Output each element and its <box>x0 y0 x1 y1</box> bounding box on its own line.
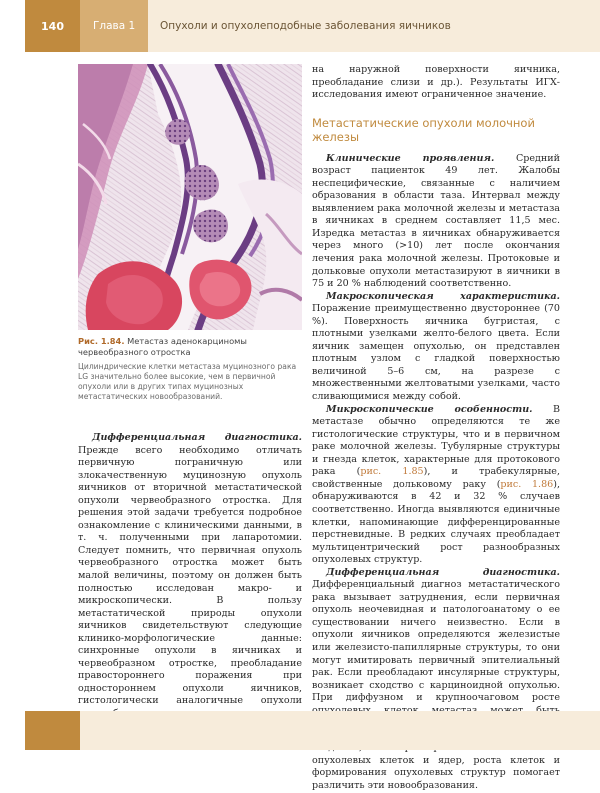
page-header <box>0 0 600 52</box>
paragraph-text: В метастазе обычно определяются те же гистологические структуры, что и в первичном раке молочной железы. Тубулярные структуры и гнезда клеток, характерные для протокового рака ( <box>312 403 560 478</box>
paragraph <box>312 567 560 793</box>
section-title: Метастатические опухоли молочной железы <box>312 115 535 144</box>
right-text-column <box>312 64 560 793</box>
paragraph <box>312 153 560 291</box>
paragraph-text: Поражение преимущественно двустороннее (70 %). Поверхность яичника бугристая, с плотными узелками желто-белого цвета. Если яичник замещен опухолью, он представлен плотным узлом с гладкой поверхностью величиной 5–6 см, на разрезе с множественными желтоватыми узелками, часто сливающимися между собой. <box>312 303 560 403</box>
running-title: Опухоли и опухолеподобные заболевания яичников <box>148 0 600 52</box>
footer-accent-block <box>25 711 80 750</box>
paragraph <box>312 404 560 567</box>
paragraph-text: Средний возраст пациенток 49 лет. Жалобы неспецифические, связанные с наличием образования в области таза. Интервал между выявлением рака молочной железы и метастаза в яичниках в среднем составляет 11,5 мес. Изредка метастаз в яичниках обнаруживается через много (>10) лет после окончания лечения рака молочной железы. Протоковые и дольковые опухоли метастазируют в яичники в 75 и 20 % наблюдений соответственно. <box>312 152 560 290</box>
paragraph <box>312 291 560 404</box>
figure-description: Цилиндрические клетки метастаза муцинозного рака LG значительно более высокие, чем в первичной опухоли или в других типах муцинозных метастатических новообразований. <box>78 362 297 401</box>
chapter-label: Глава 1 <box>80 0 148 52</box>
paragraph-text: ), и трабекулярные, свойственные дольковому раку ( <box>312 466 560 490</box>
paragraph-term: Дифференциальная диагностика. <box>92 432 302 443</box>
paragraph-text: Прежде всего необходимо отличать первичную пограничную или злокачественную муцинозную опухоль яичников от вторичной метастатической опухоли червеобразного отростка. Для решения этой задачи требуется подробное ознакомление с клиническими данными, в т. ч. полученными при лапаротомии. Следует помнить, что первичная опухоль червеобразного отростка может быть малой величины, поэтому он должен быть полностью исследован макро- и микроскопически. В пользу метастатической природы опухоли яичников свидетельствуют следующие клинико-морфологические данные: синхронные опухоли в яичниках и червеобразном отростке, преобладание правостороннего поражения при одностороннем опухоли яичников, гистологически аналогичные опухоли <box>78 444 302 707</box>
figure-title: Метастаз аденокарциномы червеобразного отростка <box>78 336 247 357</box>
figure-caption-title <box>78 336 306 358</box>
footer-bar <box>80 711 600 750</box>
paragraph-term: Дифференциальная диагностика. <box>326 566 560 578</box>
paragraph-text: ), обнаруживаются в 42 и 32 % случаев соответственно. Иногда выявляются единичные клетки, напоминающие дифференцированные перстневидные. В редких случаях преобладает мультицентрический рост разнообразных опухолевых структур. <box>312 478 560 566</box>
paragraph-term: Клинические проявления. <box>326 152 495 164</box>
histology-image <box>78 64 302 330</box>
paragraph-term: Микроскопические особенности. <box>326 403 533 415</box>
figure-number: Рис. 1.84. <box>78 336 125 346</box>
paragraph: на наружной поверхности яичника, преобладание слизи и др.). Результаты ИГХ-исследования имеют ограниченное значение. <box>312 64 560 101</box>
figure-caption <box>78 336 306 402</box>
paragraph <box>78 432 302 746</box>
page-number: 140 <box>25 0 80 52</box>
figure-reference-link[interactable]: рис. 1.85 <box>360 466 424 478</box>
figure-reference-link[interactable]: рис. 1.86 <box>500 478 554 490</box>
left-text-column <box>78 432 302 746</box>
paragraph-text: Дифференциальный диагноз метастатического рака вызывает затруднения, если первичная опухоль неочевидная и патологоанатому о ее существовании ничего неизвестно. Если в опухоли яичников определяются железистые или железисто-папиллярные структуры, то они могут имитировать первичный эпителиальный рак. Если преобладают инсулярные структуры, возникает сходство с карциноидной опухолью. При диффузном и крупноочаговом росте опухолевых клеток и ядер, роста клеток и формирования опухолевых структур помогает различить эти новообразования. <box>312 579 560 791</box>
paragraph-term: Макроскопическая характеристика. <box>326 290 560 302</box>
